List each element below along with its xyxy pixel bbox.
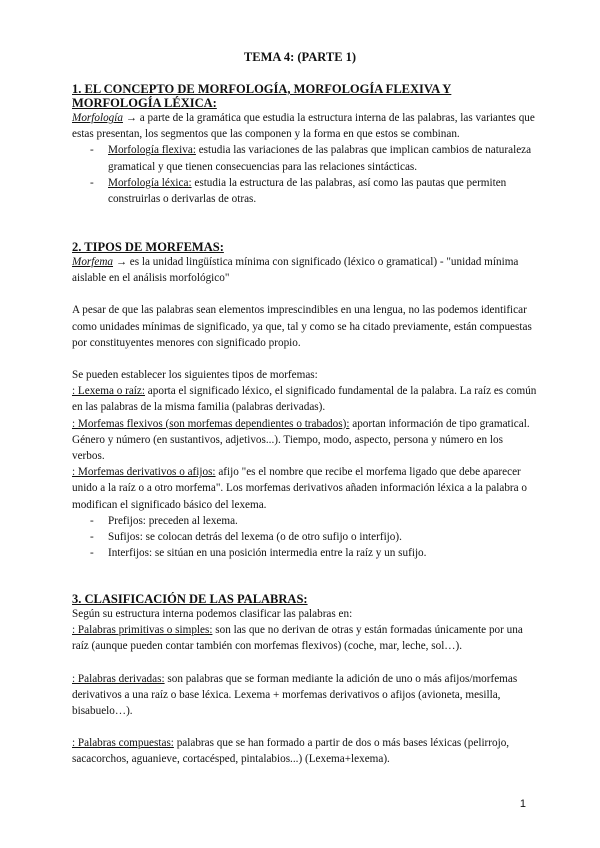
arrow: → <box>113 256 130 268</box>
type-text: palabras que se han formado a partir de dos o más bases léxicas (pelirrojo, sacacorchos, aguanieve, cortacésped, pintalabios...) (Lexema+lexema). <box>72 737 510 766</box>
list-item <box>72 142 538 174</box>
list-item-label: Morfología léxica: <box>108 176 192 189</box>
type-entry <box>72 416 538 465</box>
type-entry <box>72 622 538 654</box>
paragraph: A pesar de que las palabras sean elementos imprescindibles en una lengua, no las podemos identificar como unidades mínimas de significado, ya que, tal y como se ha citado previamente, están compuestas por constituyentes menores con significado propio. <box>72 304 532 349</box>
type-entry <box>72 464 538 513</box>
section-1-definition <box>72 110 538 142</box>
section-3 <box>72 592 538 768</box>
term-morfologia: Morfología <box>72 112 123 124</box>
type-entry <box>72 735 538 767</box>
list-dash: - <box>90 547 94 560</box>
list-item <box>72 513 538 529</box>
section-1 <box>72 82 538 207</box>
type-label: : Palabras derivadas: <box>72 672 165 685</box>
section-2-definition <box>72 254 538 286</box>
list-dash: - <box>90 514 94 527</box>
type-text: afijo "es el nombre que recibe el morfema ligado que debe aparecer unido a la raíz o a otro morfema". Los morfemas derivativos añaden información léxica a la palabra o modifican el significado básico del lexema. <box>72 466 527 511</box>
type-label: : Lexema o raíz: <box>72 385 145 398</box>
list-dash: - <box>90 176 94 189</box>
type-text: aporta el significado léxico, el significado fundamental de la palabra. La raíz es común en las palabras de la misma familia (palabras derivadas). <box>72 385 537 414</box>
section-1-heading: 1. EL CONCEPTO DE MORFOLOGÍA, MORFOLOGÍA FLEXIVA Y MORFOLOGÍA LÉXICA: <box>72 82 452 110</box>
list-dash: - <box>90 144 94 157</box>
list-item-text: estudia las variaciones de las palabras que implican cambios de naturaleza gramatical y que tienen consecuencias para las relaciones sintácticas. <box>108 144 532 173</box>
list-item-text: estudia la estructura de las palabras, así como las pautas que permiten construirlas o derivarlas de otras. <box>108 176 507 206</box>
list-dash: - <box>90 531 94 544</box>
type-label: : Palabras compuestas: <box>72 737 174 750</box>
type-entry <box>72 383 538 415</box>
list-item <box>72 545 538 561</box>
section-2 <box>72 240 538 561</box>
type-entry <box>72 671 538 720</box>
list-item <box>72 529 538 545</box>
definition-text: a parte de la gramática que estudia la estructura interna de las palabras, las variantes que estas presentan, los segmentos que las componen y la forma en que estos se combinan. <box>72 112 535 141</box>
type-text: son palabras que se forman mediante la adición de uno o más afijos/morfemas derivativos a una raíz o base léxica. Lexema + morfemas derivativos o afijos (avioneta, mesilla, bisabuelo…). <box>72 672 518 718</box>
paragraph: Según su estructura interna podemos clasificar las palabras en: <box>72 608 353 620</box>
definition-text: es la unidad lingüística mínima con significado (léxico o gramatical) - "unidad mínima aislable en el análisis morfológico" <box>72 256 519 285</box>
list-item-text: Prefijos: preceden al lexema. <box>108 514 238 527</box>
page-title: TEMA 4: (PARTE 1) <box>243 50 357 64</box>
list-item-text: Interfijos: se sitúan en una posición intermedia entre la raíz y un sufijo. <box>108 547 427 560</box>
type-label: : Morfemas flexivos (son morfemas dependientes o trabados): <box>72 417 350 430</box>
type-text: son las que no derivan de otras y están formadas únicamente por una raíz (aunque pueden contar también con morfemas flexivos) (coche, mar, leche, sol…). <box>72 624 523 653</box>
type-label: : Morfemas derivativos o afijos: <box>72 466 216 479</box>
section-3-heading: 3. CLASIFICACIÓN DE LAS PALABRAS: <box>72 592 308 606</box>
type-text: aportan información de tipo gramatical. Género y número (en sustantivos, adjetivos...). Tiempo, modo, aspecto, persona y número en los verbos. <box>72 417 530 463</box>
section-2-heading: 2. TIPOS DE MORFEMAS: <box>72 240 224 254</box>
list-item-text: Sufijos: se colocan detrás del lexema (o de otro sufijo o interfijo). <box>108 531 402 544</box>
page-number: 1 <box>519 798 526 810</box>
type-label: : Palabras primitivas o simples: <box>72 624 213 637</box>
paragraph: Se pueden establecer los siguientes tipos de morfemas: <box>72 369 318 382</box>
term-morfema: Morfema <box>72 256 114 268</box>
list-item-label: Morfología flexiva: <box>108 144 196 157</box>
arrow: → <box>122 112 140 124</box>
list-item <box>72 175 538 207</box>
